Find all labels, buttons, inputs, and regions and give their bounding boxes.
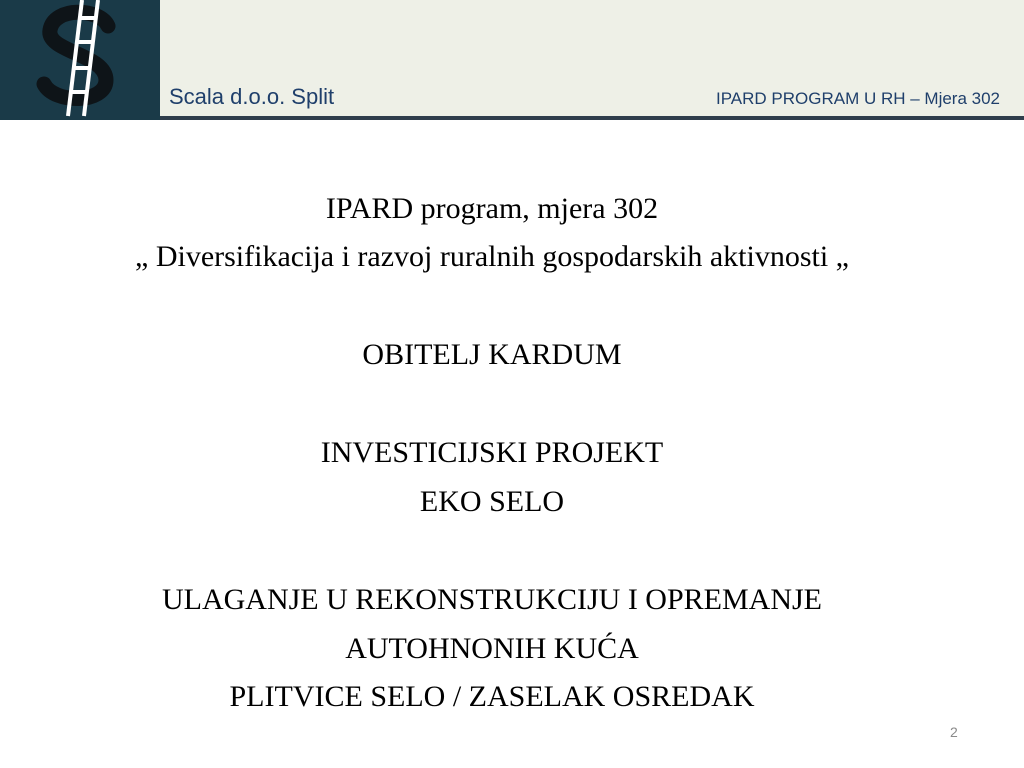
company-logo: [0, 0, 160, 120]
project-name: EKO SELO: [419, 485, 565, 518]
slide-number: 2: [950, 724, 958, 740]
company-name: Scala d.o.o. Split: [169, 84, 335, 109]
project-line: INVESTICIJSKI PROJEKT: [320, 436, 664, 469]
program-line: IPARD program, mjera 302: [325, 192, 659, 225]
location-line: PLITVICE SELO / ZASELAK OSREDAK: [229, 680, 755, 713]
family-line: OBITELJ KARDUM: [362, 338, 622, 371]
measure-line: „ Diversifikacija i razvoj ruralnih gospodarskih aktivnosti „: [135, 240, 849, 273]
dollar-ladder-logo-icon: [0, 0, 160, 120]
header-title: IPARD PROGRAM U RH – Mjera 302: [715, 89, 1000, 108]
investment-line-1: ULAGANJE U REKONSTRUKCIJU I OPREMANJE: [161, 583, 822, 616]
investment-line-2: AUTOHNONIH KUĆA: [345, 632, 639, 665]
